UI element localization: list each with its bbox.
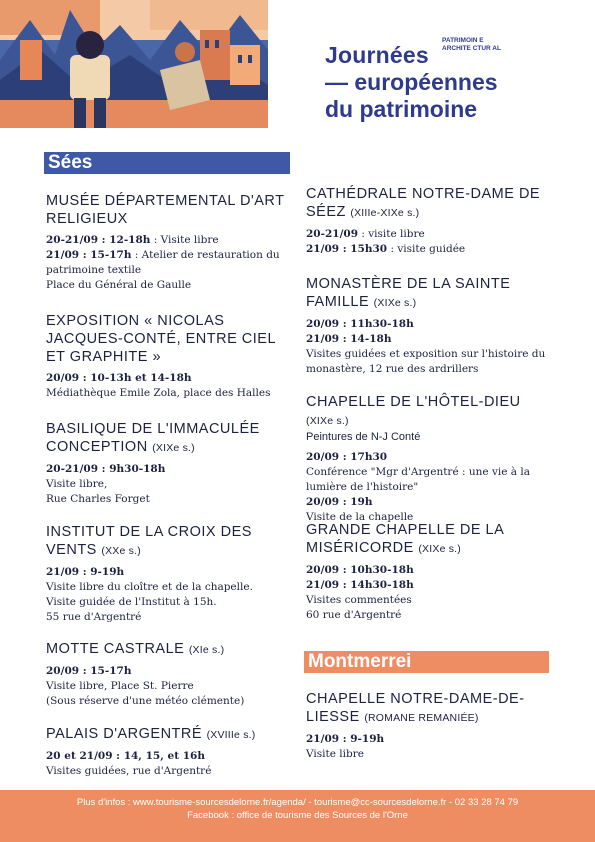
entry-line: 60 rue d'Argentré [306, 609, 402, 621]
entry-hotel-dieu [306, 393, 546, 525]
entry-institut [46, 523, 286, 625]
entry-title: CHAPELLE DE L'HÔTEL-DIEU (XIXe s.) [306, 394, 521, 427]
entry-line: 21/09 : 9-19h [46, 566, 125, 578]
entry-line: 20/09 : 11h30-18h [306, 318, 414, 330]
logo-tagline [442, 37, 501, 53]
logo-tag-1: PATRIMOIN E [442, 37, 484, 44]
logo-line-2: — européennes [325, 69, 498, 95]
entry-line: 20-21/09 : visite libre [306, 228, 425, 240]
section-heading-montmerrei: Montmerrei [304, 651, 549, 673]
entry-line: 21/09 : 15-17h : Atelier de restauration du patrimoine textile [46, 249, 280, 276]
entry-line: Visite libre, Place St. Pierre [46, 680, 194, 692]
entry-title: INSTITUT DE LA CROIX DES VENTS (XXe s.) [46, 524, 252, 558]
entry-title: MONASTÈRE DE LA SAINTE FAMILLE (XIXe s.) [306, 276, 511, 310]
hero-illustration [0, 0, 268, 128]
heritage-illustration [0, 0, 268, 128]
entry-misericorde [306, 521, 546, 623]
entry-line: Conférence "Mgr d'Argentré : une vie à la lumière de l'histoire" [306, 466, 531, 493]
entry-line: 20-21/09 : 12-18h : Visite libre [46, 234, 219, 246]
entry-line: 20/09 : 19h [306, 496, 373, 508]
logo-line-3: du patrimoine [325, 96, 478, 122]
entry-line: Place du Général de Gaulle [46, 279, 192, 291]
entry-basilique [46, 420, 286, 507]
entry-line: (Sous réserve d'une météo clémente) [46, 695, 245, 707]
entry-line: Visites guidées, rue d'Argentré [46, 765, 212, 777]
entry-line: Médiathèque Emile Zola, place des Halles [46, 387, 271, 399]
entry-line: 21/09 : 14h30-18h [306, 579, 414, 591]
entry-title: CATHÉDRALE NOTRE-DAME DE SÉEZ (XIIIe-XIXe s.) [306, 186, 541, 220]
entry-subtitle: Peintures de N-J Conté [306, 431, 421, 443]
entry-cathedrale [306, 185, 546, 257]
entry-line: Visite guidée de l'Institut à 15h. [46, 596, 217, 608]
footer-facebook[interactable]: Facebook : office de tourisme des Sources de l'Orne [187, 810, 408, 821]
entry-palais [46, 725, 286, 779]
entry-line: 20/09 : 10h30-18h [306, 564, 414, 576]
entry-exposition [46, 312, 286, 401]
event-logo [322, 36, 522, 126]
entry-title: CHAPELLE NOTRE-DAME-DE-LIESSE (ROMANE REMANIÉE) [306, 691, 525, 725]
entry-monastere [306, 275, 546, 377]
entry-line: 20/09 : 10-13h et 14-18h [46, 372, 192, 384]
footer [0, 790, 595, 842]
entry-line: 21/09 : 9-19h [306, 733, 385, 745]
entry-title: GRANDE CHAPELLE DE LA MISÉRICORDE (XIXe s.) [306, 522, 504, 556]
entry-line: Visite libre du cloître et de la chapelle. [46, 581, 253, 593]
entry-line: 20-21/09 : 9h30-18h [46, 463, 166, 475]
entry-line: 21/09 : 14-18h [306, 333, 392, 345]
entry-line: 21/09 : 15h30 : visite guidée [306, 243, 466, 255]
entry-line: 20/09 : 17h30 [306, 451, 388, 463]
entry-title: MUSÉE DÉPARTEMENTAL D'ART RELIGIEUX [46, 193, 285, 227]
entry-motte [46, 640, 286, 709]
logo-tag-2: ARCHITE CTUR AL [442, 45, 501, 52]
entry-title: BASILIQUE DE L'IMMACULÉE CONCEPTION (XIXe s.) [46, 421, 260, 455]
entry-line: 55 rue d'Argentré [46, 611, 142, 623]
section-heading-sees: Sées [44, 152, 290, 174]
entry-line: Rue Charles Forget [46, 493, 150, 505]
footer-contact[interactable]: Plus d'infos : www.tourisme-sourcesdelorne.fr/agenda/ - tourisme@cc-sourcesdelorne.fr - 02 33 28 74 79 [76, 797, 519, 808]
entry-line: 20 et 21/09 : 14, 15, et 16h [46, 750, 205, 762]
entry-title: MOTTE CASTRALE (XIe s.) [46, 641, 225, 657]
entry-liesse [306, 690, 546, 762]
entry-line: Visite libre, [46, 478, 108, 490]
entry-title: EXPOSITION « NICOLAS JACQUES-CONTÉ, ENTRE CIEL ET GRAPHITE » [46, 313, 276, 365]
entry-line: Visites commentées [306, 594, 412, 606]
entry-title: PALAIS D'ARGENTRÉ (XVIIIe s.) [46, 726, 256, 742]
entry-line: Visite de la chapelle [306, 511, 414, 523]
logo-line-1: Journées [325, 42, 429, 68]
entry-line: 20/09 : 15-17h [46, 665, 132, 677]
entry-line: Visite libre [306, 748, 364, 760]
entry-line: Visites guidées et exposition sur l'histoire du monastère, 12 rue des ardrillers [306, 348, 546, 375]
entry-musee [46, 192, 286, 293]
